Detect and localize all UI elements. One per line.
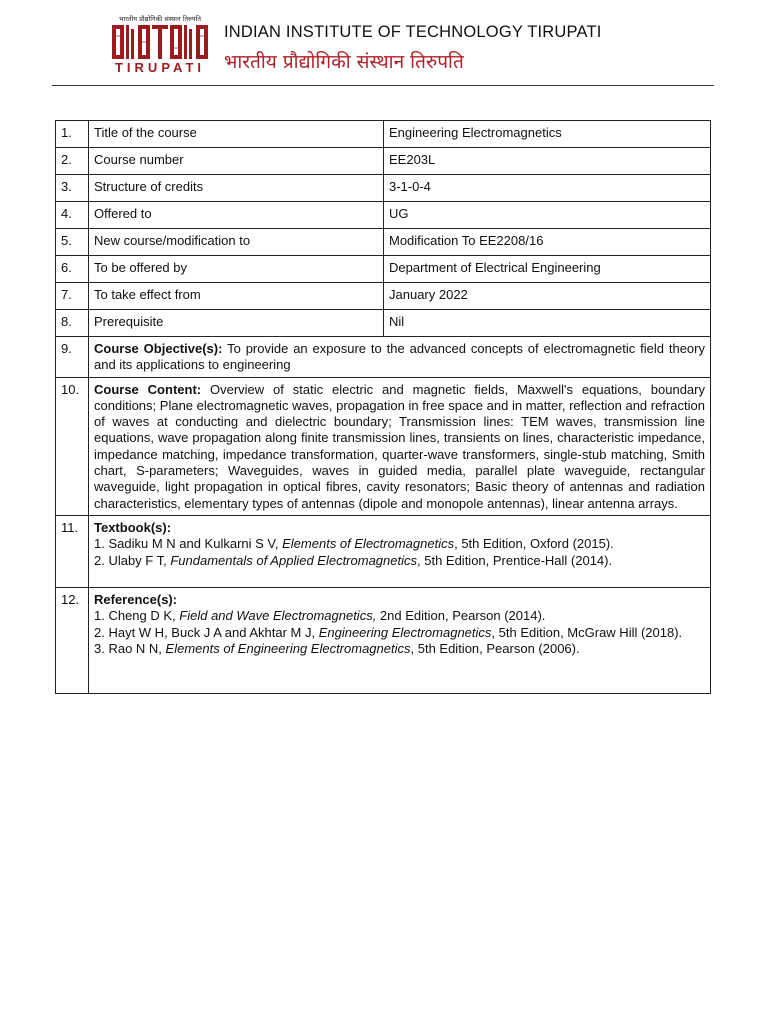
row-label: To take effect from <box>89 283 384 310</box>
row-label: Structure of credits <box>89 175 384 202</box>
reference-publication: , 5th Edition, McGraw Hill (2018). <box>491 624 683 640</box>
reference-author: 2. Hayt W H, Buck J A and Akhtar M J, <box>94 624 319 640</box>
row-value: UG <box>384 202 711 229</box>
row-number: 11. <box>56 515 89 587</box>
table-row <box>56 229 711 256</box>
course-objective-heading: Course Objective(s): <box>94 341 223 356</box>
row-label: New course/modification to <box>89 229 384 256</box>
institute-name-hindi: भारतीय प्रौद्योगिकी संस्थान तिरुपति <box>224 51 464 73</box>
institute-name-english: INDIAN INSTITUTE OF TECHNOLOGY TIRUPATI <box>224 23 602 41</box>
textbook-item <box>94 553 705 569</box>
row-number: 5. <box>56 229 89 256</box>
row-label: Offered to <box>89 202 384 229</box>
row-label: Prerequisite <box>89 310 384 337</box>
textbook-author: 1. Sadiku M N and Kulkarni S V, <box>94 536 283 552</box>
course-content-heading: Course Content: <box>94 381 202 397</box>
row-number: 4. <box>56 202 89 229</box>
table-row-textbooks <box>56 515 711 587</box>
reference-publication: 2nd Edition, Pearson (2014). <box>376 608 546 624</box>
textbook-title: Elements of Electromagnetics <box>282 536 455 552</box>
reference-publication: , 5th Edition, Pearson (2006). <box>410 640 580 656</box>
row-label: To be offered by <box>89 256 384 283</box>
row-number: 9. <box>56 337 89 378</box>
reference-author: 1. Cheng D K, <box>94 608 180 624</box>
textbooks-heading: Textbook(s): <box>94 519 172 535</box>
course-objective-cell <box>89 337 711 378</box>
course-content-cell <box>89 377 711 515</box>
table-row-content <box>56 377 711 515</box>
table-row <box>56 148 711 175</box>
logo-mark-icon <box>112 25 208 59</box>
references-heading: Reference(s): <box>94 591 178 607</box>
row-value: Department of Electrical Engineering <box>384 256 711 283</box>
row-number: 2. <box>56 148 89 175</box>
row-number: 7. <box>56 283 89 310</box>
course-details-table <box>55 120 711 694</box>
row-label: Course number <box>89 148 384 175</box>
page-header <box>0 0 768 92</box>
textbook-publication: , 5th Edition, Prentice-Hall (2014). <box>417 552 613 568</box>
iit-tirupati-logo <box>110 14 210 78</box>
table-row-objective <box>56 337 711 378</box>
row-number: 10. <box>56 377 89 515</box>
row-number: 1. <box>56 121 89 148</box>
references-cell <box>89 587 711 693</box>
course-content-text: Overview of static electric and magnetic fields, Maxwell's equations, boundary conditions; Plane electromagnetic waves, propagation in free space and in matter, reflection and refraction of waves at conducting and dielectric boundary; Transmission lines: TEM waves, transmission line equations, wave propagation along finite transmission lines, transients on lines, characteristic impedance, impedance matching, impedance transformation, quarter-wave transformers, single-stub matching, Smith chart, S-parameters; Waveguides, waves in guided media, parallel plate waveguide, rectangular waveguide, light propagation in optical fibres, cavity resonators; Basic theory of antennas and radiation characteristics, elementary types of antennas (dipole and monopole antennas), linear antenna arrays. <box>94 381 705 511</box>
row-number: 8. <box>56 310 89 337</box>
textbook-item <box>94 536 705 552</box>
reference-title: Elements of Engineering Electromagnetics <box>165 640 411 656</box>
table-row <box>56 202 711 229</box>
table-row <box>56 256 711 283</box>
table-row <box>56 175 711 202</box>
row-value: Nil <box>384 310 711 337</box>
header-divider <box>52 85 714 86</box>
logo-wordmark: TIRUPATI <box>114 60 205 75</box>
reference-item <box>94 641 705 657</box>
table-row <box>56 310 711 337</box>
reference-author: 3. Rao N N, <box>94 640 166 656</box>
textbook-publication: , 5th Edition, Oxford (2015). <box>454 536 614 552</box>
row-value: Engineering Electromagnetics <box>384 121 711 148</box>
reference-title: Engineering Electromagnetics <box>318 624 492 640</box>
table-row <box>56 283 711 310</box>
textbooks-cell <box>89 515 711 587</box>
textbook-author: 2. Ulaby F T, <box>94 552 171 568</box>
row-value: January 2022 <box>384 283 711 310</box>
row-value: 3-1-0-4 <box>384 175 711 202</box>
course-objective-text: To provide an exposure to the advanced concepts of electromagnetic field theory and its applications to engineering <box>94 341 705 373</box>
reference-item <box>94 625 705 641</box>
table-row <box>56 121 711 148</box>
reference-title: Field and Wave Electromagnetics, <box>179 608 377 624</box>
row-label: Title of the course <box>89 121 384 148</box>
row-number: 3. <box>56 175 89 202</box>
table-row-references <box>56 587 711 693</box>
row-number: 6. <box>56 256 89 283</box>
logo-hindi-caption: भारतीय प्रौद्योगिकी संस्थान तिरुपति <box>118 15 202 23</box>
reference-item <box>94 608 705 624</box>
textbook-title: Fundamentals of Applied Electromagnetics <box>170 552 417 568</box>
row-number: 12. <box>56 587 89 693</box>
row-value: Modification To EE2208/16 <box>384 229 711 256</box>
row-value: EE203L <box>384 148 711 175</box>
